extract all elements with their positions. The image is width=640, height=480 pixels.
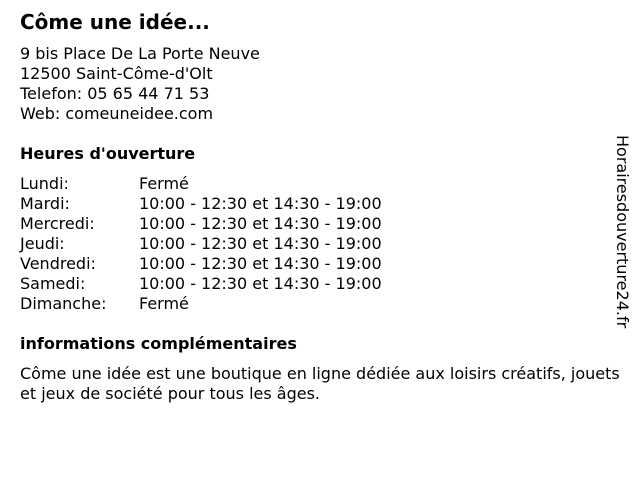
opening-hours-heading: Heures d'ouverture — [20, 144, 196, 163]
hours-row-mercredi — [20, 214, 382, 234]
city-postal-code: 12500 Saint-Côme-d'Olt — [20, 64, 213, 83]
hours-row-samedi — [20, 274, 382, 294]
page-title: Côme une idée... — [20, 10, 210, 34]
website: Web: comeuneidee.com — [20, 104, 214, 123]
day-hours: Fermé — [139, 294, 189, 313]
hours-row-dimanche — [20, 294, 382, 314]
day-hours: 10:00 - 12:30 et 14:30 - 19:00 — [139, 194, 382, 213]
additional-info-text: Côme une idée est une boutique en ligne dédiée aux loisirs créatifs, jouets et jeux de société pour tous les âges. — [20, 364, 620, 403]
hours-row-vendredi — [20, 254, 382, 274]
day-label: Vendredi: — [20, 254, 96, 273]
day-label: Mercredi: — [20, 214, 95, 233]
hours-row-mardi — [20, 194, 382, 214]
day-label: Jeudi: — [20, 234, 65, 253]
address-block — [20, 44, 260, 124]
watermark-text: Horairesdouverture24.fr — [613, 135, 632, 329]
day-label: Lundi: — [20, 174, 69, 193]
additional-info-heading: informations complémentaires — [20, 334, 297, 353]
street-address: 9 bis Place De La Porte Neuve — [20, 44, 260, 63]
day-hours: Fermé — [139, 174, 189, 193]
day-label: Samedi: — [20, 274, 86, 293]
opening-hours-list — [20, 174, 382, 314]
day-hours: 10:00 - 12:30 et 14:30 - 19:00 — [139, 254, 382, 273]
day-hours: 10:00 - 12:30 et 14:30 - 19:00 — [139, 274, 382, 293]
phone-number: Telefon: 05 65 44 71 53 — [20, 84, 210, 103]
day-hours: 10:00 - 12:30 et 14:30 - 19:00 — [139, 234, 382, 253]
day-label: Dimanche: — [20, 294, 107, 313]
hours-row-lundi — [20, 174, 382, 194]
day-label: Mardi: — [20, 194, 70, 213]
day-hours: 10:00 - 12:30 et 14:30 - 19:00 — [139, 214, 382, 233]
hours-row-jeudi — [20, 234, 382, 254]
